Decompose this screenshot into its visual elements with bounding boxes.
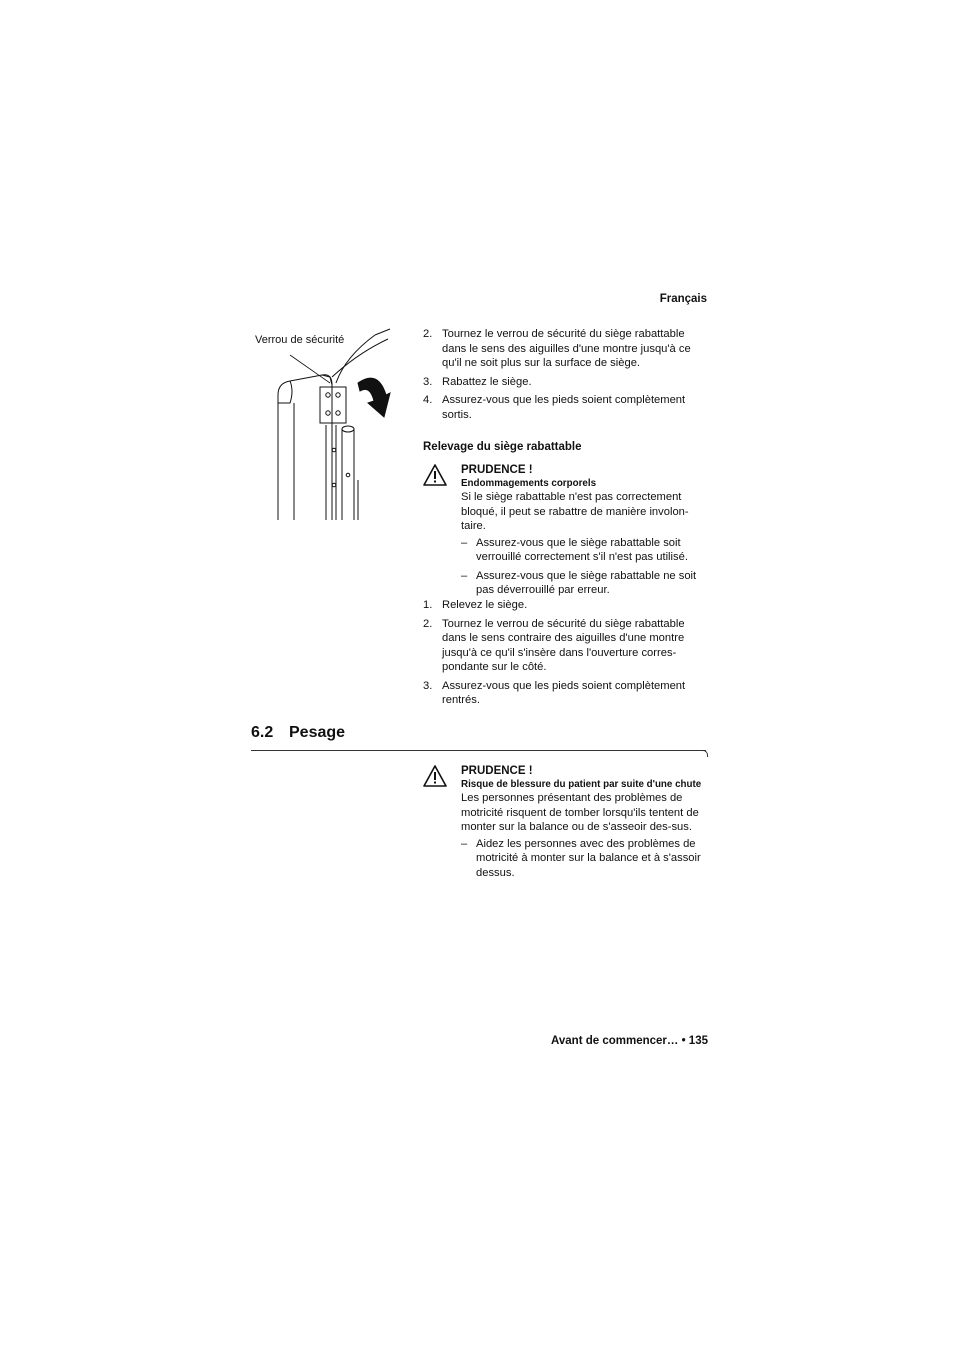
section-rule-end [702,750,708,757]
list-item: – Assurez-vous que le siège rabattable soit verrouillé correctement s'il n'est pas utilisé. [461,536,688,563]
figure-label: Verrou de sécurité [255,334,345,346]
section-title: Pesage [289,724,346,741]
section-heading [251,724,345,742]
list-item: 3. Rabattez le siège. [423,375,532,388]
raise-steps-block [423,598,708,712]
warning-box [423,764,708,884]
list-item: – Aidez les personnes avec des problèmes de motricité à monter sur la balance et à s'assoir dessus. [461,837,701,879]
raise-steps-list [423,598,708,708]
warning-box [423,463,708,602]
warning-triangle-icon [423,764,461,884]
warning-subtitle: Endommagements corporels [461,478,597,489]
list-item: 4. Assurez-vous que les pieds soient complètement sortis. [423,394,686,421]
warning-body: Si le siège rabattable n'est pas correctement bloqué, il peut se rabattre de manière involon-taire. [461,491,689,532]
section-rule [251,750,706,751]
fold-steps-block [423,327,708,426]
fold-steps-list [423,327,708,422]
section-number: 6.2 [251,724,274,741]
warning-body: Les personnes présentant des problèmes de motricité risquent de tomber lorsqu'ils tentent de monter sur la balance ou de s'asseoir des-sus. [461,792,699,833]
warning-title: PRUDENCE ! [461,464,533,476]
warning-title: PRUDENCE ! [461,765,533,777]
warning-triangle-icon [423,463,461,602]
list-item: 2. Tournez le verrou de sécurité du siège rabattable dans le sens contraire des aiguilles d'une montre jusqu'à ce qu'il s'insère dans l'ouverture corres-pondante sur le côté. [423,617,685,673]
warning-subtitle: Risque de blessure du patient par suite d'une chute [461,779,702,790]
warning-content [461,764,708,884]
list-item: 1. Relevez le siège. [423,599,528,611]
warning-content [461,463,708,602]
subsection-title: Relevage du siège rabattable [423,441,582,453]
list-item: 2. Tournez le verrou de sécurité du siège rabattable dans le sens des aiguilles d'une montre jusqu'à ce qu'il ne soit plus sur la surface de siège. [423,328,691,369]
list-item: 3. Assurez-vous que les pieds soient complètement rentrés. [423,679,686,706]
page-footer: Avant de commencer… • 135 [551,1035,708,1047]
language-label: Français [659,293,707,305]
list-item: – Assurez-vous que le siège rabattable ne soit pas déverrouillé par erreur. [461,569,697,596]
seat-lock-illustration [250,325,400,525]
